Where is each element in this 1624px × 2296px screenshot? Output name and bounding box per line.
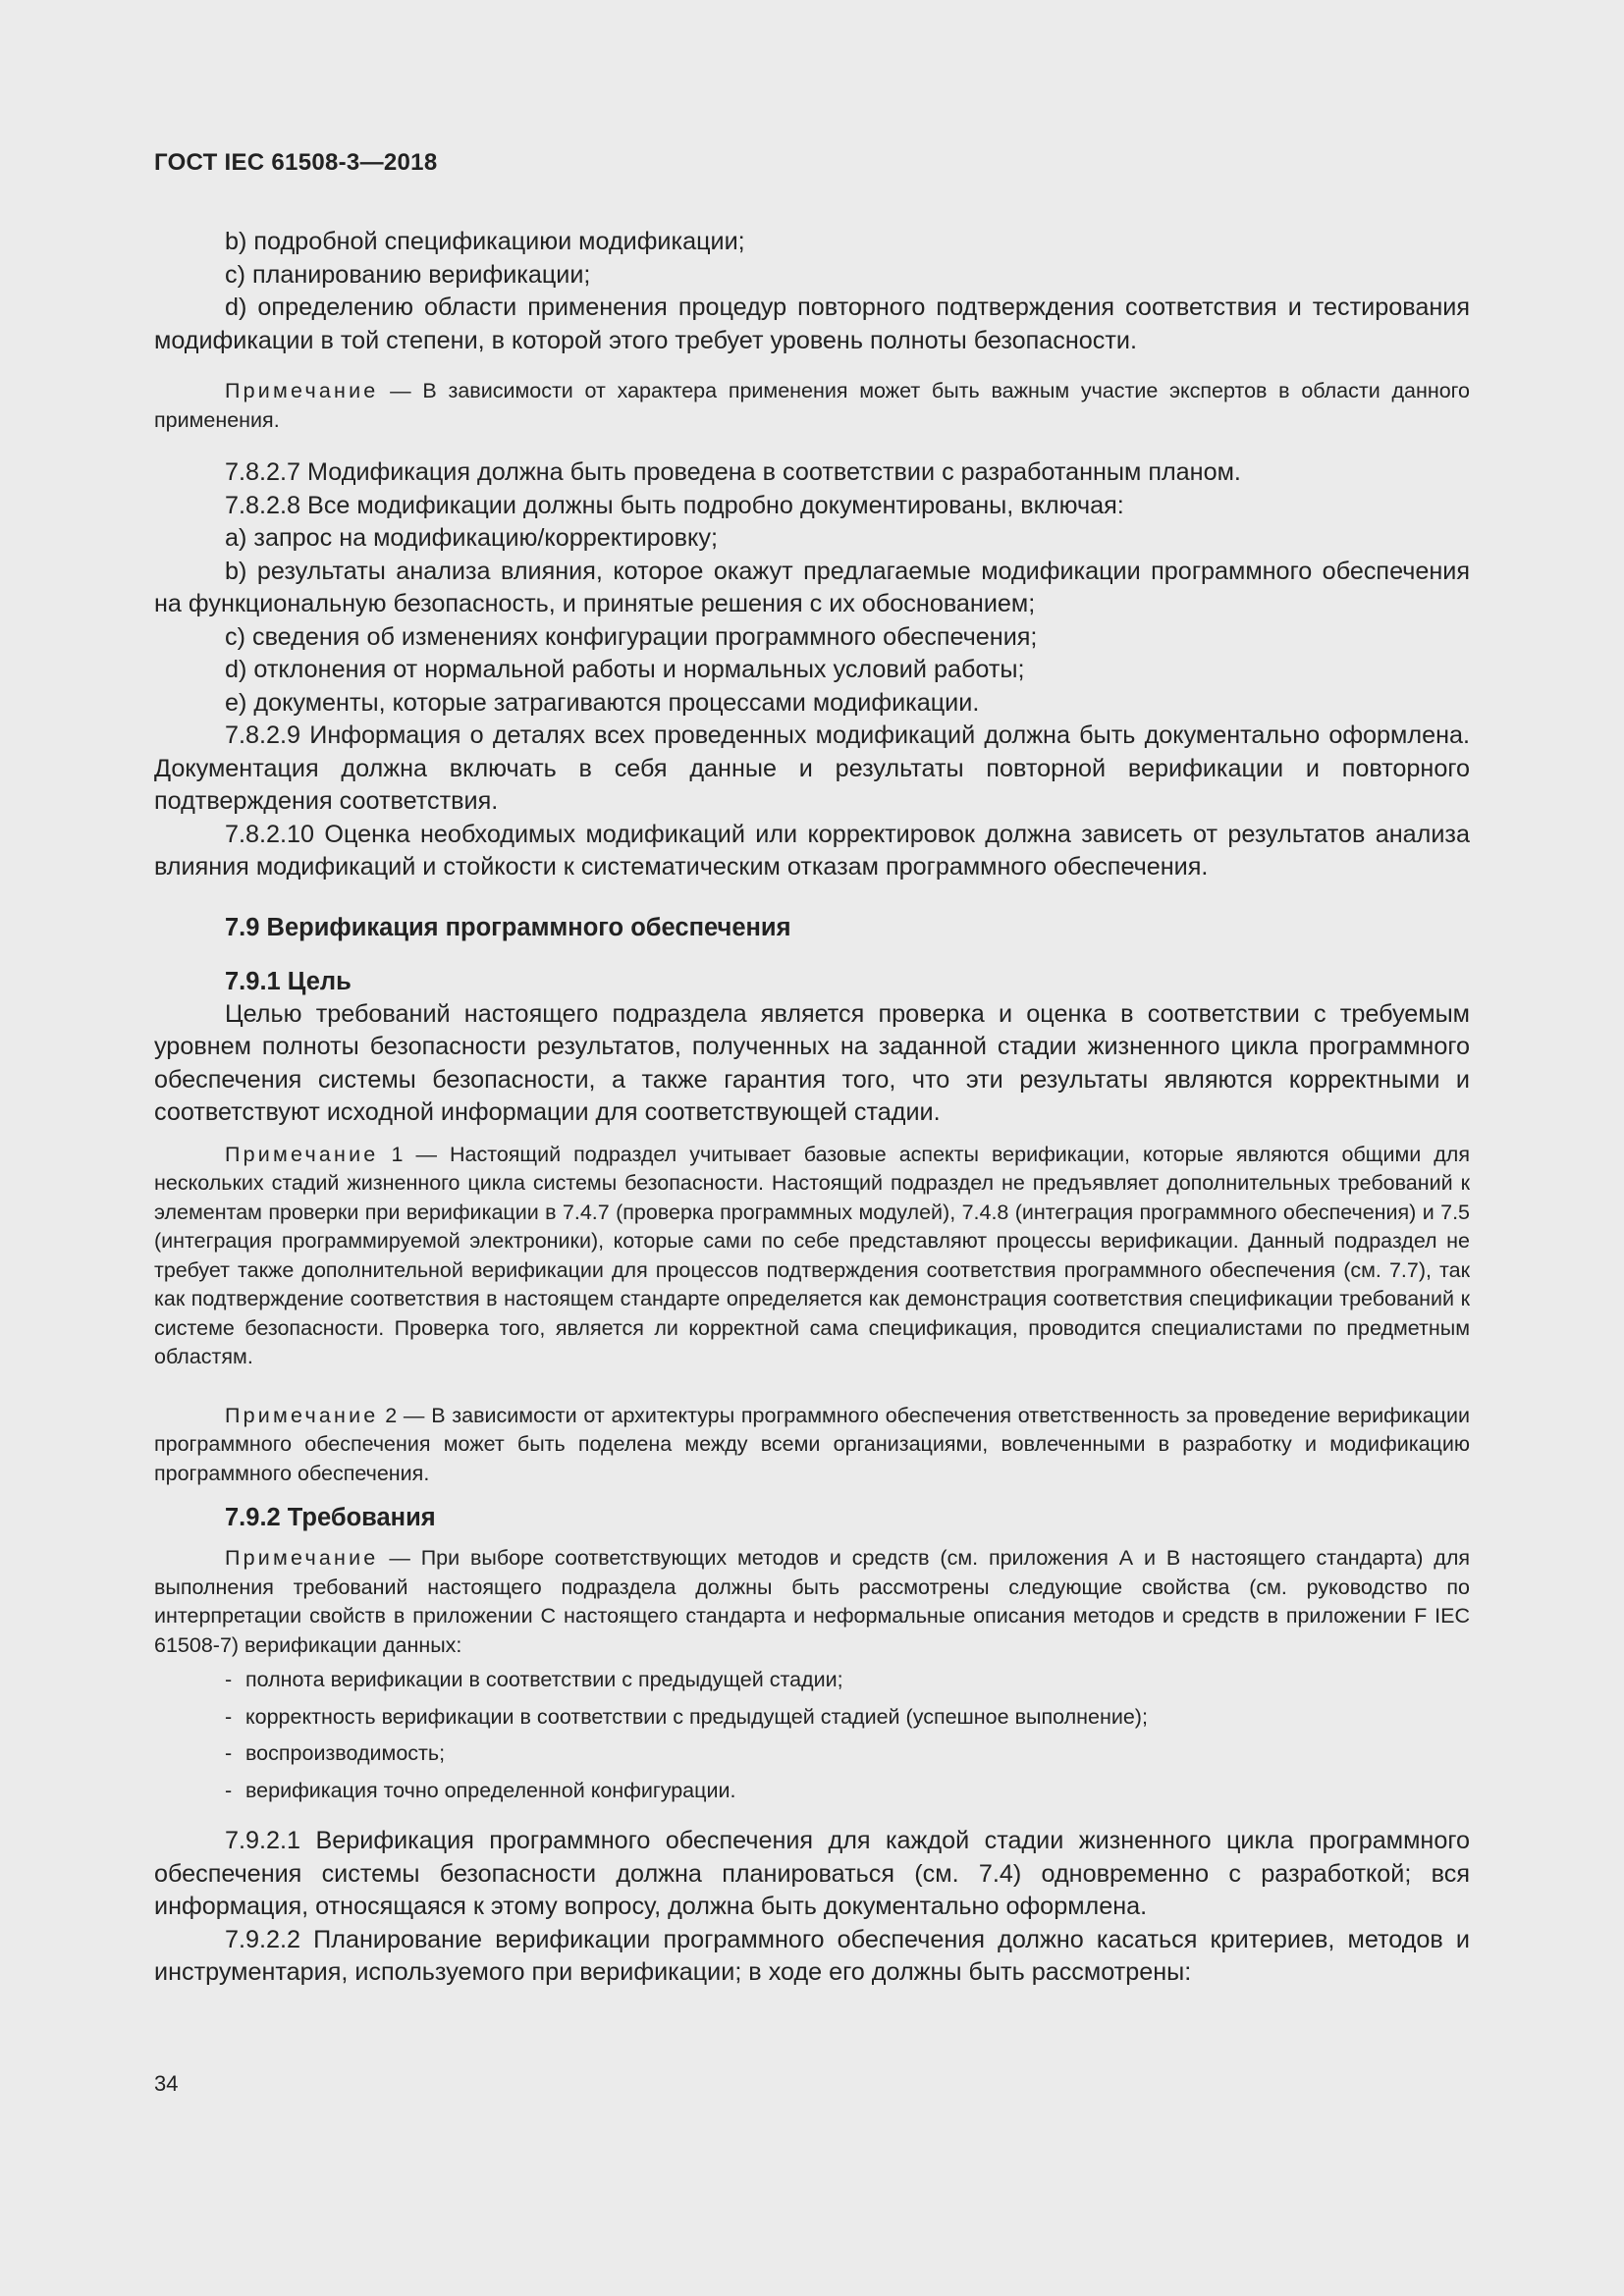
note-1 — [154, 1141, 1470, 1372]
section-7-9-2-clauses — [154, 1825, 1470, 1990]
note-text: — В зависимости от характера применения может быть важным участие экспертов в области данного применения. — [154, 379, 1470, 432]
clause-7-8-2-7: 7.8.2.7 Модификация должна быть проведена в соответствии с разработанным планом. — [225, 458, 1241, 486]
note-application — [154, 377, 1470, 435]
note-label: Примечание — [225, 1142, 379, 1166]
clause-7-9-2-2: 7.9.2.2 Планирование верификации программного обеспечения должно касаться критериев, методов и инструментария, используемого при верификации; в ходе его должны быть рассмотрены: — [154, 1925, 1470, 1986]
list-item: - воспроизводимость; — [225, 1735, 1470, 1773]
list-item-c: c) планированию верификации; — [225, 260, 591, 289]
document-header: ГОСТ IEC 61508-3—2018 — [154, 149, 438, 176]
clause-7-8-2-9: 7.8.2.9 Информация о деталях всех проведенных модификаций должна быть документально оформлена. Документация должна включать в себя данные и результаты повторной верификации и повторного подтверждения соответствия. — [154, 721, 1470, 815]
list-item: - верификация точно определенной конфигурации. — [225, 1773, 1470, 1810]
list-item-d: d) определению области применения процедур повторного подтверждения соответствия и тестирования модификации в той степени, в которой этого требует уровень полноты безопасности. — [154, 294, 1470, 354]
note-text: 1 — Настоящий подраздел учитывает базовые аспекты верификации, которые являются общими для нескольких стадий жизненного цикла системы безопасности. Настоящий подраздел не предъявляет дополнительных требований к элементам проверки при верификации в 7.4.7 (проверка программных модулей), 7.4.8 (интеграция программного обеспечения) и 7.5 (интеграция программируемой электроники), которые сами по себе представляют процессы верификации. Данный подраздел не требует также дополнительной верификации для процессов подтверждения соответствия программного обеспечения (см. 7.7), так как подтверждение соответствия в настоящем стандарте определяется как демонстрация соответствия спецификации требований к системе безопасности. Проверка того, является ли корректной сама спецификация, проводится специалистами по предметным областям. — [154, 1142, 1470, 1368]
note-2 — [154, 1402, 1470, 1489]
note-label: Примечание — [225, 1546, 379, 1570]
note-text: — При выборе соответствующих методов и средств (см. приложения А и В настоящего стандарта) для выполнения требований настоящего подраздела должны быть рассмотрены следующие свойства (см. руководство по интерпретации свойств в приложении С настоящего стандарта и неформальные описания методов и средств в приложении F IEC 61508-7) верификации данных: — [154, 1546, 1470, 1657]
subsection-heading-7-9-1: 7.9.1 Цель — [225, 967, 352, 995]
page-content — [154, 226, 1470, 1990]
section-7-8-2 — [154, 456, 1470, 884]
note-7-9-2 — [154, 1544, 1470, 1660]
list-item: - корректность верификации в соответствии с предыдущей стадией (успешное выполнение); — [225, 1699, 1470, 1736]
list-item-b: b) результаты анализа влияния, которое окажут предлагаемые модификации программного обеспечения на функциональную безопасность, и принятые решения с их обоснованием; — [154, 557, 1470, 617]
clause-7-8-2-10: 7.8.2.10 Оценка необходимых модификаций или корректировок должна зависеть от результатов анализа влияния модификаций и стойкости к систематическим отказам программного обеспечения. — [154, 820, 1470, 881]
note-label: Примечание — [225, 1403, 379, 1427]
paragraph-7-9-1: Целью требований настоящего подраздела является проверка и оценка в соответствии с требуемым уровнем полноты безопасности результатов, полученных на заданной стадии жизненного цикла программного обеспечения системы безопасности, а также гарантия того, что эти результаты являются корректными и соответствуют исходной информации для соответствующей стадии. — [154, 999, 1470, 1126]
list-item-c: c) сведения об изменениях конфигурации программного обеспечения; — [225, 622, 1038, 651]
list-item-b: b) подробной спецификациюи модификации; — [225, 228, 745, 255]
clause-7-8-2-8: 7.8.2.8 Все модификации должны быть подробно документированы, включая: — [225, 491, 1124, 519]
list-item-a: a) запрос на модификацию/корректировку; — [225, 524, 718, 552]
page-number: 34 — [154, 2071, 179, 2096]
note-text: 2 — В зависимости от архитектуры программного обеспечения ответственность за проведение верификации программного обеспечения может быть поделена между всеми организациями, вовлеченными в разработку и модификацию программного обеспечения. — [154, 1403, 1470, 1485]
list-item-d: d) отклонения от нормальной работы и нормальных условий работы; — [225, 656, 1025, 683]
dash-list — [154, 1662, 1470, 1809]
note-label: Примечание — [225, 379, 379, 402]
section-heading-7-9: 7.9 Верификация программного обеспечения — [225, 913, 791, 941]
subsection-heading-7-9-2: 7.9.2 Требования — [225, 1504, 436, 1531]
list-item-e: e) документы, которые затрагиваются процессами модификации. — [225, 688, 980, 717]
clause-7-9-2-1: 7.9.2.1 Верификация программного обеспечения для каждой стадии жизненного цикла программного обеспечения системы безопасности должна планироваться (см. 7.4) одновременно с разработкой; вся информация, относящаяся к этому вопросу, должна быть документально оформлена. — [154, 1827, 1470, 1920]
list-item: - полнота верификации в соответствии с предыдущей стадии; — [225, 1662, 1470, 1699]
